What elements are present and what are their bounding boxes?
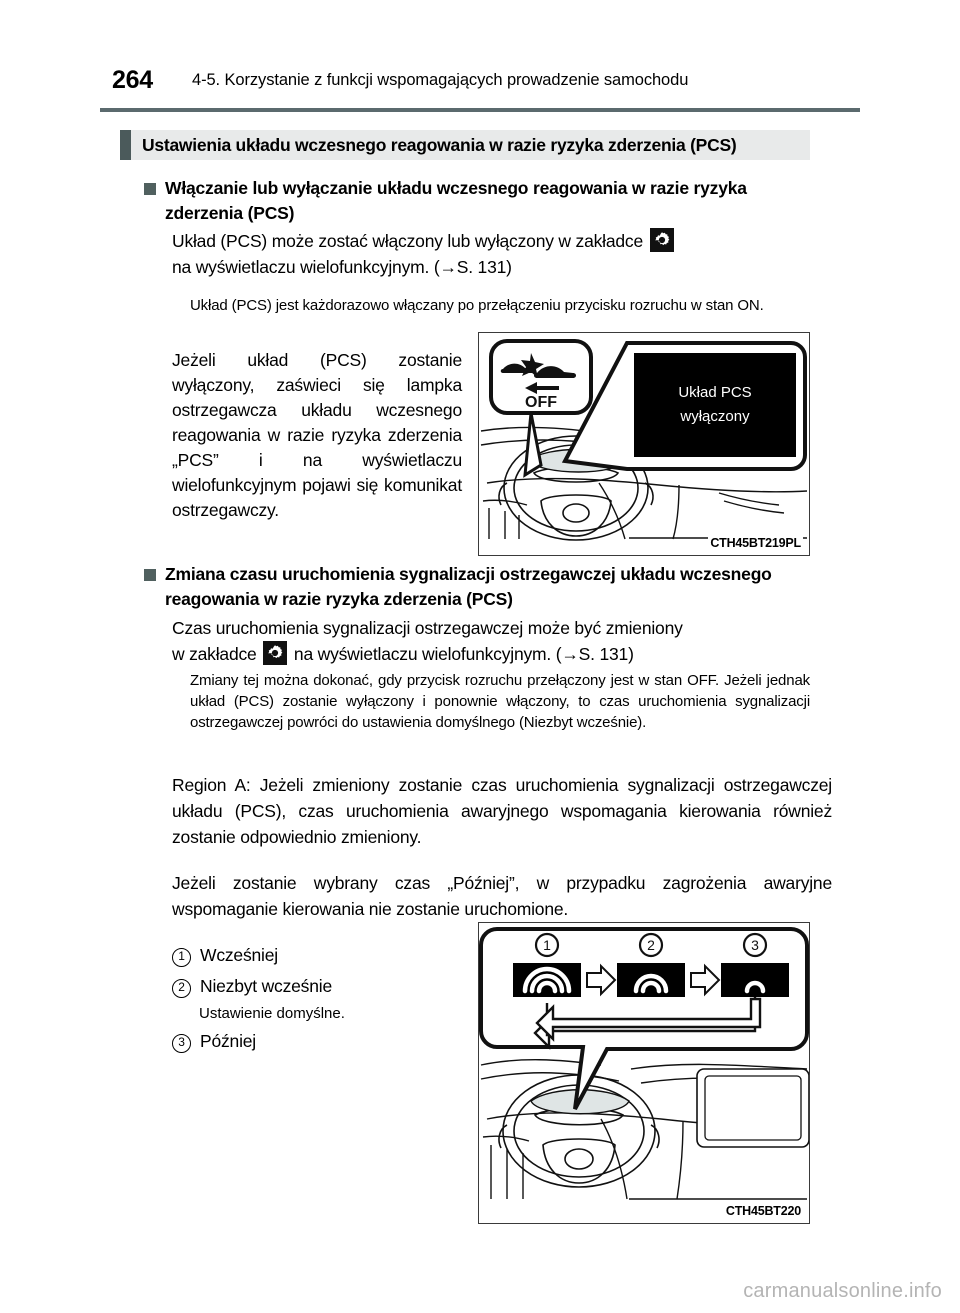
list-item-number: 3 — [172, 1034, 191, 1053]
list-item-number: 2 — [172, 979, 191, 998]
block2-para-line2a: w zakładce — [172, 644, 257, 664]
figure2-callout-1: 1 — [543, 937, 551, 953]
warning-timing-late-icon — [721, 963, 789, 997]
section-title: Ustawienia układu wczesnego reagowania w razie ryzyka zderzenia (PCS) — [142, 134, 737, 155]
settings-gear-icon — [650, 228, 674, 252]
subsection-heading-1 — [144, 176, 824, 226]
block1-para-before-icon: Układ (PCS) może zostać włączony lub wyłączony w zakładce — [172, 231, 644, 251]
figure1-switch-label: OFF — [525, 394, 557, 411]
page-number: 264 — [112, 66, 153, 94]
timing-option-list — [172, 940, 462, 1057]
site-watermark: carmanualsonline.info — [743, 1280, 942, 1302]
header-rule — [100, 108, 860, 112]
block2-later-paragraph: Jeżeli zostanie wybrany czas „Później”, w przypadku zagrożenia awaryjne wspomaganie kierowania nie zostanie uruchomione. — [172, 873, 832, 919]
figure1-display-line1: Układ PCS — [678, 384, 752, 401]
block2-note: Zmiany tej można dokonać, gdy przycisk rozruchu przełączony jest w stan OFF. Jeżeli jednak układ (PCS) zostanie wyłączony i ponownie włączony, to czas uruchomienia sygnalizacji ostrzegawczej powróci do ustawienia domyślnego (Niezbyt wcześnie). — [190, 672, 810, 731]
figure2-code: CTH45BT220 — [725, 1204, 801, 1218]
block2-para-line2b: na wyświetlaczu wielofunkcyjnym. (→S. 131) — [293, 644, 634, 664]
section-header-bar — [120, 130, 810, 160]
list-item-sublabel: Ustawienie domyślne. — [199, 1005, 345, 1022]
running-head — [0, 66, 960, 100]
figure-pcs-off — [478, 332, 810, 556]
list-item-number: 1 — [172, 948, 191, 967]
list-item — [172, 971, 462, 1002]
figure-warning-timing — [478, 922, 810, 1224]
settings-gear-icon-2 — [263, 641, 287, 665]
list-item — [172, 1026, 462, 1057]
bullet-square-icon-2 — [144, 569, 156, 581]
subsection-heading-1-text: Włączanie lub wyłączanie układu wczesnego reagowania w razie ryzyka zderzenia (PCS) — [165, 178, 747, 223]
list-item-label: Wcześniej — [200, 945, 278, 965]
list-item-label: Później — [200, 1031, 256, 1051]
subsection-heading-2-text: Zmiana czasu uruchomienia sygnalizacji ostrzegawczej układu wczesnego reagowania w razie ryzyka zderzenia (PCS) — [165, 564, 772, 609]
running-head-title: 4-5. Korzystanie z funkcji wspomagających prowadzenie samochodu — [192, 71, 689, 89]
list-item-label: Niezbyt wcześnie — [200, 976, 332, 996]
figure2-callout-2: 2 — [647, 937, 655, 953]
block1-intro-paragraph — [172, 228, 812, 280]
block2-intro-paragraph — [172, 615, 832, 667]
block1-note: Układ (PCS) jest każdorazowo włączany po przełączeniu przycisku rozruchu w stan ON. — [190, 297, 764, 314]
block2-region-paragraph: Region A: Jeżeli zmieniony zostanie czas uruchomienia sygnalizacji ostrzegawczej układu (PCS), czas uruchomienia awaryjnego wspomagania kierowania również zostanie odpowiednio zmieniony. — [172, 775, 832, 847]
list-item — [172, 940, 462, 971]
figure-pcs-off-illustration — [479, 333, 809, 555]
bullet-square-icon — [144, 183, 156, 195]
block1-side-text: Jeżeli układ (PCS) zostanie wyłączony, zaświeci się lampka ostrzegawcza układu wczesnego reagowania w razie ryzyka zderzenia „PCS” i na wyświetlaczu wielofunkcyjnym pojawi się komunikat ostrzegawczy. — [172, 350, 462, 520]
figure1-code: CTH45BT219PL — [710, 536, 801, 550]
figure-warning-timing-illustration — [479, 923, 809, 1223]
block1-para-after-icon: na wyświetlaczu wielofunkcyjnym. (→S. 131) — [172, 257, 512, 277]
figure2-callout-3: 3 — [751, 937, 759, 953]
block2-para-line1: Czas uruchomienia sygnalizacji ostrzegawczej może być zmieniony — [172, 618, 683, 638]
warning-timing-normal-icon — [617, 963, 685, 997]
section-accent-bar — [120, 130, 131, 160]
figure1-display-line2: wyłączony — [680, 408, 750, 425]
subsection-heading-2 — [144, 562, 834, 612]
warning-timing-early-icon — [513, 963, 581, 997]
